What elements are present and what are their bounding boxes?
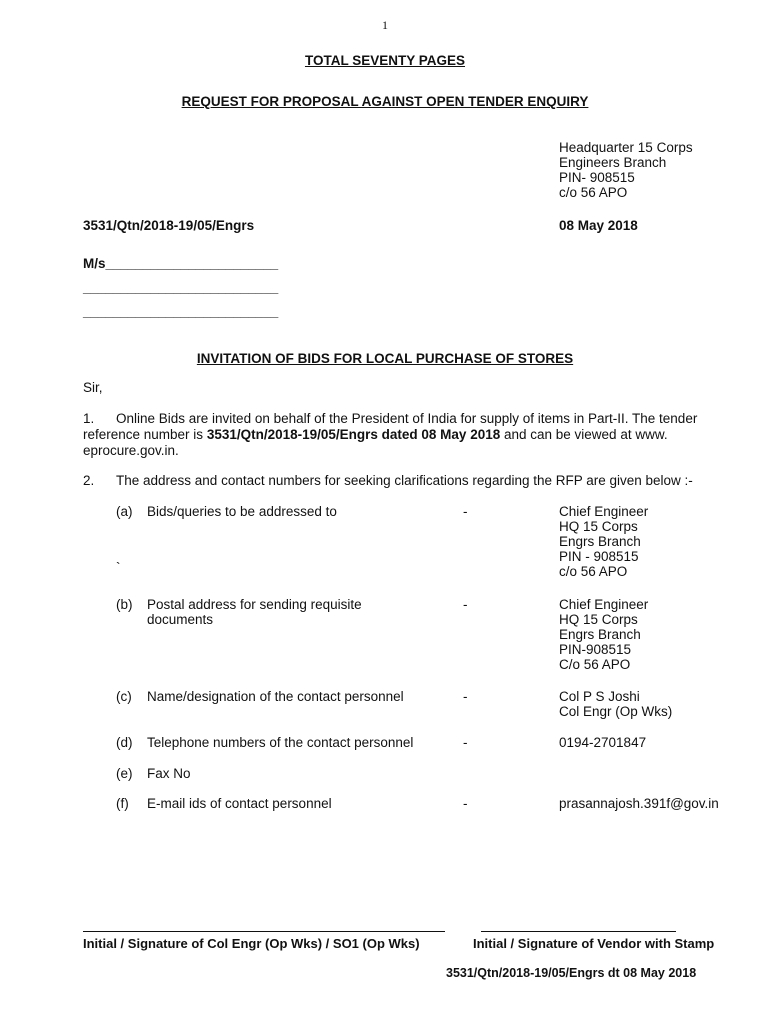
row-text bbox=[147, 796, 332, 811]
stray-mark: ` bbox=[116, 560, 121, 575]
para2-text: The address and contact numbers for seeking clarifications regarding the RFP are given below :- bbox=[116, 473, 693, 488]
para1-line2-post: and can be viewed at www. bbox=[500, 427, 668, 442]
addressee-line: __________________________ bbox=[83, 280, 279, 295]
row-value bbox=[559, 689, 672, 719]
signature-left-label: Initial / Signature of Col Engr (Op Wks) / SO1 (Op Wks) bbox=[83, 936, 420, 951]
row-dash: - bbox=[463, 597, 468, 612]
address-line: c/o 56 APO bbox=[559, 185, 628, 200]
total-pages-heading: TOTAL SEVENTY PAGES bbox=[304, 53, 466, 68]
para1-tender-ref: 3531/Qtn/2018-19/05/Engrs dated 08 May 2018 bbox=[206, 427, 501, 442]
signature-line-right bbox=[481, 931, 676, 932]
para1-line2 bbox=[83, 427, 668, 443]
row-label: (a) bbox=[116, 504, 133, 519]
row-text-line: Postal address for sending requisite bbox=[147, 597, 362, 612]
row-value-line: Col P S Joshi bbox=[559, 689, 640, 704]
row-text-line: Fax No bbox=[147, 766, 191, 781]
row-value-line: c/o 56 APO bbox=[559, 564, 628, 579]
reference-number: 3531/Qtn/2018-19/05/Engrs bbox=[83, 218, 255, 233]
row-value bbox=[559, 597, 648, 672]
row-label: (c) bbox=[116, 689, 132, 704]
row-text bbox=[147, 735, 413, 750]
row-value-line: Engrs Branch bbox=[559, 627, 641, 642]
row-value bbox=[559, 504, 648, 579]
invitation-heading: INVITATION OF BIDS FOR LOCAL PURCHASE OF STORES bbox=[196, 351, 574, 366]
row-dash: - bbox=[463, 796, 468, 811]
row-text bbox=[147, 597, 362, 627]
row-text-line: Name/designation of the contact personnel bbox=[147, 689, 404, 704]
row-label: (f) bbox=[116, 796, 129, 811]
row-value-line: 0194-2701847 bbox=[559, 735, 647, 750]
row-value-line: Engrs Branch bbox=[559, 534, 641, 549]
signature-line-left bbox=[83, 931, 445, 932]
address-line: PIN- 908515 bbox=[559, 170, 635, 185]
row-dash: - bbox=[463, 689, 468, 704]
row-text bbox=[147, 504, 337, 519]
row-value-line: Chief Engineer bbox=[559, 597, 649, 612]
para1-line1: Online Bids are invited on behalf of the President of India for supply of items in Part-II. The tender bbox=[116, 411, 698, 426]
signature-right-label: Initial / Signature of Vendor with Stamp bbox=[473, 936, 715, 951]
para1-number: 1. bbox=[83, 411, 95, 426]
row-dash: - bbox=[463, 735, 468, 750]
row-text-line: E-mail ids of contact personnel bbox=[147, 796, 332, 811]
row-dash: - bbox=[463, 504, 468, 519]
row-value-line: C/o 56 APO bbox=[559, 657, 631, 672]
addressee-line: M/s_______________________ bbox=[83, 256, 279, 271]
row-value bbox=[559, 735, 646, 750]
salutation: Sir, bbox=[83, 380, 103, 395]
row-label: (b) bbox=[116, 597, 133, 612]
footer-reference: 3531/Qtn/2018-19/05/Engrs dt 08 May 2018 bbox=[446, 966, 697, 980]
row-label: (e) bbox=[116, 766, 133, 781]
row-text-line: Bids/queries to be addressed to bbox=[147, 504, 337, 519]
row-value-line: Chief Engineer bbox=[559, 504, 649, 519]
row-text-line: Telephone numbers of the contact personnel bbox=[147, 735, 414, 750]
row-value-line: HQ 15 Corps bbox=[559, 612, 638, 627]
row-text bbox=[147, 766, 191, 781]
address-line: Headquarter 15 Corps bbox=[559, 140, 693, 155]
page-number: 1 bbox=[382, 18, 388, 32]
row-value bbox=[559, 796, 719, 811]
letter-date: 08 May 2018 bbox=[559, 218, 638, 233]
row-value-line: Col Engr (Op Wks) bbox=[559, 704, 673, 719]
para1-line3: eprocure.gov.in. bbox=[83, 443, 179, 458]
para2-number: 2. bbox=[83, 473, 95, 488]
addressee-line: __________________________ bbox=[83, 304, 279, 319]
address-line: Engineers Branch bbox=[559, 155, 667, 170]
row-value-line: PIN-908515 bbox=[559, 642, 632, 657]
row-value-line: HQ 15 Corps bbox=[559, 519, 638, 534]
rfp-heading: REQUEST FOR PROPOSAL AGAINST OPEN TENDER ENQUIRY bbox=[181, 94, 589, 109]
row-text-line: documents bbox=[147, 612, 214, 627]
row-text bbox=[147, 689, 404, 704]
sender-address bbox=[559, 140, 693, 200]
para1-line2-pre: reference number is bbox=[83, 427, 207, 442]
row-value-line: PIN - 908515 bbox=[559, 549, 639, 564]
row-value-line: prasannajosh.391f@gov.in bbox=[559, 796, 719, 811]
row-label: (d) bbox=[116, 735, 133, 750]
